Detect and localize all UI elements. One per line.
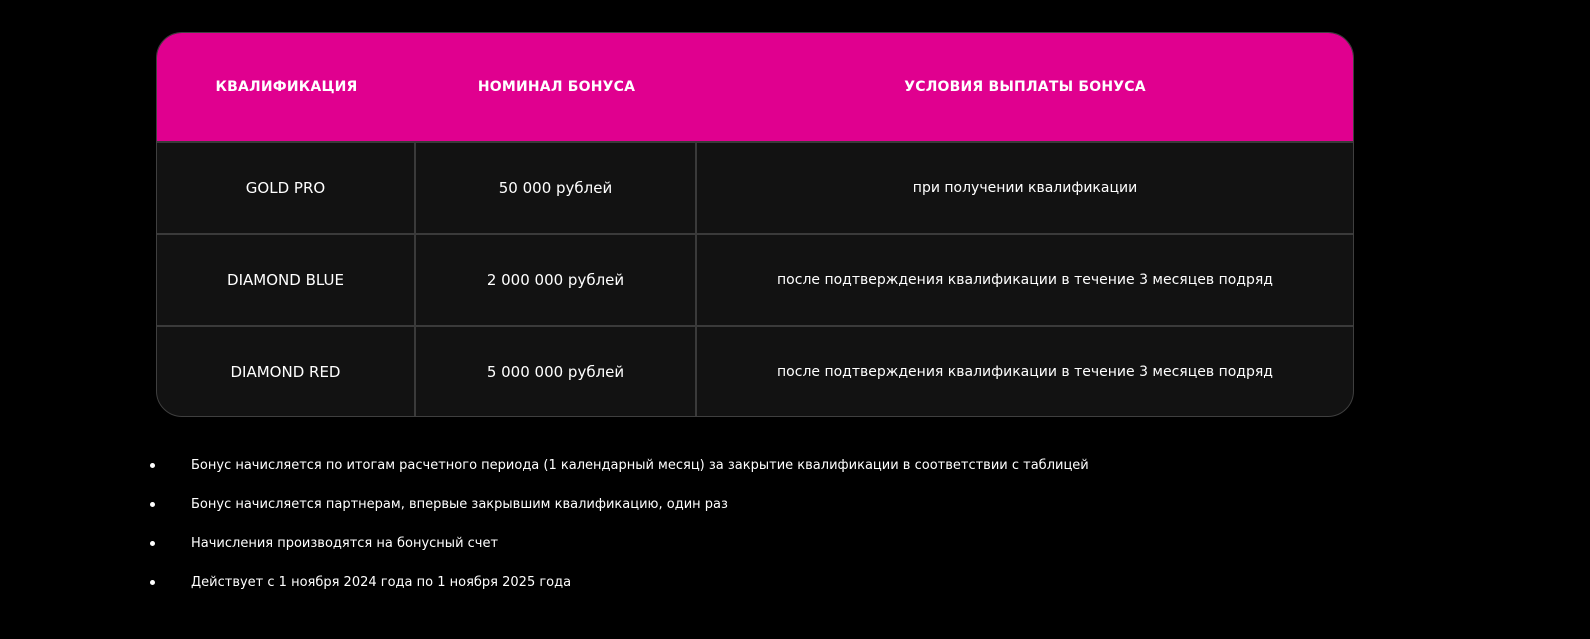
header-qualification: КВАЛИФИКАЦИЯ [215,79,358,95]
cell-payout-conditions: после подтверждения квалификации в течение 3 месяцев подряд [777,272,1273,288]
header-bonus-amount: НОМИНАЛ БОНУСА [477,79,636,95]
table-row [157,325,1353,417]
table-header [157,33,1353,141]
cell-qualification: DIAMOND BLUE [157,235,416,325]
bullet-icon [150,502,155,507]
cell-payout-conditions: при получении квалификации [912,180,1138,196]
table-row [157,141,1353,233]
header-payout-conditions: УСЛОВИЯ ВЫПЛАТЫ БОНУСА [904,79,1146,95]
cell-qualification: DIAMOND RED [157,327,416,417]
bullet-icon [150,541,155,546]
note-text: Действует с 1 ноября 2024 года по 1 ноября 2025 года [191,575,572,590]
note-text: Бонус начисляется по итогам расчетного периода (1 календарный месяц) за закрытие квалификации в соответствии с таблицей [191,458,1089,473]
bonus-notes-list [150,446,1089,602]
bullet-icon [150,463,155,468]
list-item [150,524,1089,563]
list-item [150,485,1089,524]
list-item [150,446,1089,485]
list-item [150,563,1089,602]
cell-bonus-amount: 5 000 000 рублей [416,327,697,417]
cell-qualification: GOLD PRO [157,143,416,233]
note-text: Бонус начисляется партнерам, впервые закрывшим квалификацию, один раз [191,497,728,512]
cell-payout-conditions: после подтверждения квалификации в течение 3 месяцев подряд [777,364,1273,380]
table-row [157,233,1353,325]
cell-bonus-amount: 2 000 000 рублей [416,235,697,325]
bonus-table [156,32,1354,417]
note-text: Начисления производятся на бонусный счет [191,536,499,551]
bullet-icon [150,580,155,585]
cell-bonus-amount: 50 000 рублей [416,143,697,233]
